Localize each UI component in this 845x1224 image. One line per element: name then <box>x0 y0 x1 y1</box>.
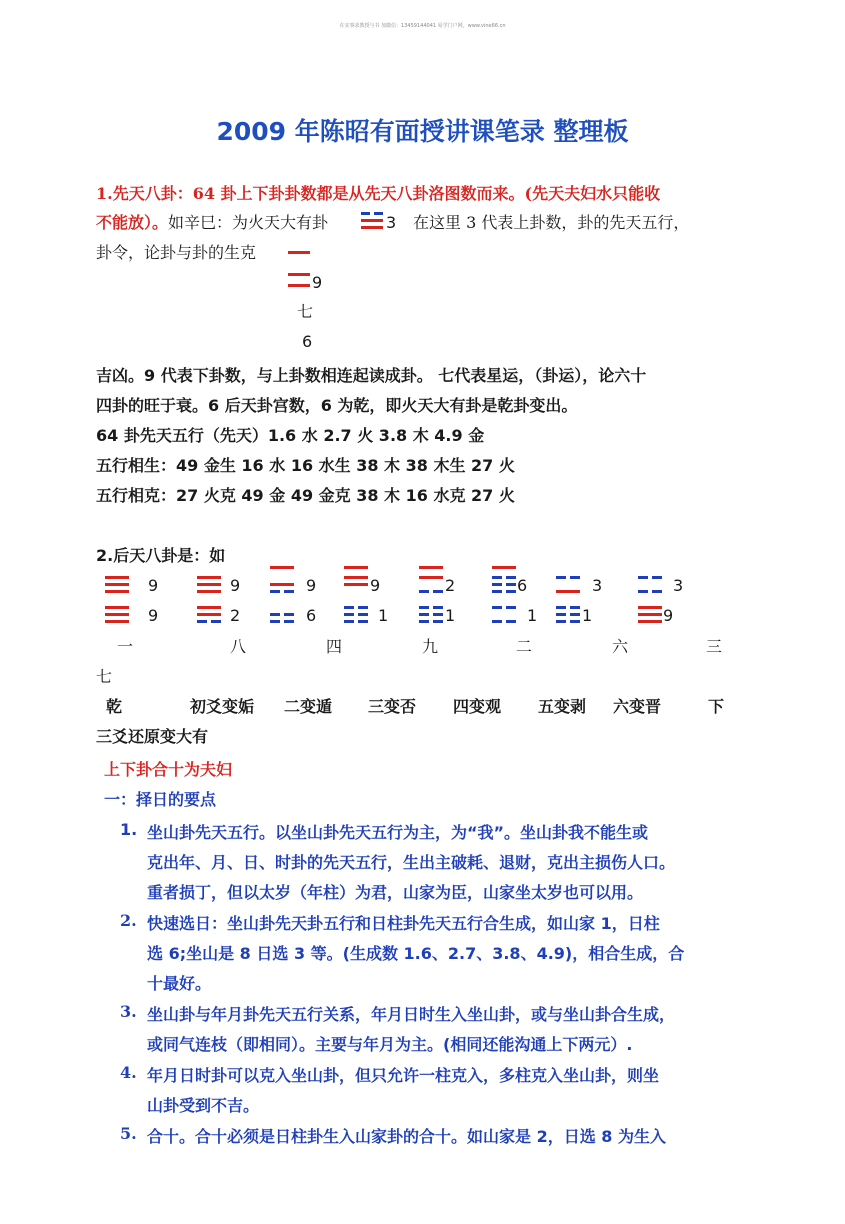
s1-line-6: 64 卦先天五行（先天）1.6 水 2.7 火 3.8 木 4.9 金 <box>96 426 485 445</box>
item3-line2: 或同气连枝（即相同）。主要与年月为主。(相同还能沟通上下两元）. <box>147 1035 633 1054</box>
hex7-l3 <box>556 606 580 609</box>
hex7-l1 <box>556 576 580 579</box>
s1-red-1: 1.先天八卦：64 卦上下卦卦数都是从先天八卦洛图数而来。(先天夫妇水只能收 <box>96 184 661 203</box>
diagram-line-2 <box>288 273 310 276</box>
hex8-l3 <box>638 606 662 609</box>
hex7-upper-num: 3 <box>592 576 603 595</box>
hex4-l1 <box>344 566 368 569</box>
hex6-l3 <box>492 583 516 586</box>
hex1-l5 <box>105 613 129 616</box>
hex5-l6 <box>419 620 443 623</box>
rn-wrap: 七 <box>96 667 113 686</box>
hex2-lower-num: 2 <box>230 606 241 625</box>
name-0: 乾 <box>106 697 123 716</box>
item5-line1: 合十。合十必须是日柱卦生入山家卦的合十。如山家是 2，日选 8 为生入 <box>147 1127 666 1146</box>
hex6-l1 <box>492 566 516 569</box>
rn-2: 四 <box>326 637 343 656</box>
hex4-l2 <box>344 576 368 579</box>
hex5-lower-num: 1 <box>445 606 456 625</box>
s1-line-1 <box>96 184 660 204</box>
item3-line1: 坐山卦与年月卦先天五行关系，年月日时生入坐山卦，或与坐山卦合生成， <box>147 1005 676 1024</box>
name-5: 五变剥 <box>538 697 587 716</box>
hex8-l2 <box>638 590 662 593</box>
hex1-l6 <box>105 620 129 623</box>
hex8-l1 <box>638 576 662 579</box>
rn-5: 六 <box>612 637 629 656</box>
item2-line3: 十最好。 <box>147 974 212 993</box>
names-wrap: 三爻还原变大有 <box>96 727 209 746</box>
hex1-l4 <box>105 606 129 609</box>
item4-line2: 山卦受到不吉。 <box>147 1096 260 1115</box>
item1-line3: 重者损丁，但以太岁（年柱）为君，山家为臣，山家坐太岁也可以用。 <box>147 883 644 902</box>
s1-line-2 <box>96 213 328 233</box>
hex2-l1 <box>197 576 221 579</box>
hex1-l3 <box>105 590 129 593</box>
hex4-l3 <box>344 583 368 586</box>
hex1-upper-num: 9 <box>148 576 159 595</box>
diagram-line-3 <box>288 284 310 287</box>
inline-trigram-line-1 <box>361 212 383 215</box>
hex8-upper-num: 3 <box>673 576 684 595</box>
hex6-lower-num: 1 <box>527 606 538 625</box>
rn-3: 九 <box>422 637 439 656</box>
hex7-l5 <box>556 620 580 623</box>
name-1: 初爻变姤 <box>190 697 255 716</box>
hex5-l1 <box>419 566 443 569</box>
s1-line-3: 卦令，论卦与卦的生克 <box>96 243 257 262</box>
hex4-upper-num: 9 <box>370 576 381 595</box>
hex2-l2 <box>197 583 221 586</box>
diagram-line-1 <box>288 251 310 254</box>
hex2-l6 <box>197 620 221 623</box>
name-6: 六变晋 <box>613 697 662 716</box>
hex8-l5 <box>638 620 662 623</box>
item4-number: 4. <box>120 1063 137 1082</box>
hex3-l5 <box>270 620 294 623</box>
item5-number: 5. <box>120 1124 137 1143</box>
s1-example: 如辛巳：为火天大有卦 <box>168 213 329 232</box>
hex7-l4 <box>556 613 580 616</box>
hex5-l5 <box>419 613 443 616</box>
header-note: 在实事求教授与书 加微信：13459144041 易学门户网，www.vine66.cn <box>339 23 506 29</box>
inline-trigram-line-2 <box>361 219 383 222</box>
s1-line-8: 五行相克：27 火克 49 金 49 金克 38 木 16 水克 27 火 <box>96 486 515 505</box>
hex7-l2 <box>556 590 580 593</box>
hex5-l2 <box>419 576 443 579</box>
hex4-l4 <box>344 606 368 609</box>
hex1-l1 <box>105 576 129 579</box>
page-title: 2009 年陈昭有面授讲课笔录 整理板 <box>216 117 629 146</box>
hex5-upper-num: 2 <box>445 576 456 595</box>
name-3: 三变否 <box>368 697 417 716</box>
name-2: 二变遁 <box>284 697 333 716</box>
hex8-lower-num: 9 <box>663 606 674 625</box>
hex3-upper-num: 9 <box>306 576 317 595</box>
hex6-l2 <box>492 576 516 579</box>
hex3-l2 <box>270 583 294 586</box>
s1-line-7: 五行相生：49 金生 16 水 16 水生 38 木 38 木生 27 火 <box>96 456 515 475</box>
red-note: 上下卦合十为夫妇 <box>104 760 233 779</box>
hex1-lower-num: 9 <box>148 606 159 625</box>
hex3-lower-num: 6 <box>306 606 317 625</box>
hex4-lower-num: 1 <box>378 606 389 625</box>
rn-0: 一 <box>117 637 134 656</box>
item2-number: 2. <box>120 911 137 930</box>
s3-heading: 一：择日的要点 <box>104 790 217 809</box>
hex6-l5 <box>492 606 516 609</box>
s1-line-5: 四卦的旺于衰。6 后天卦宫数，6 为乾，即火天大有卦是乾卦变出。 <box>96 396 578 415</box>
hex2-upper-num: 9 <box>230 576 241 595</box>
hex5-l3 <box>419 590 443 593</box>
s1-line-2b: 在这里 3 代表上卦数，卦的先天五行， <box>413 213 690 232</box>
hex8-l4 <box>638 613 662 616</box>
s1-red-2: 不能放）。 <box>96 213 169 232</box>
s1-line-4: 吉凶。9 代表下卦数，与上卦数相连起读成卦。 七代表星运，（卦运），论六十 <box>96 366 647 385</box>
diagram-num-9: 9 <box>312 273 323 292</box>
rn-4: 二 <box>516 637 533 656</box>
name-4: 四变观 <box>453 697 502 716</box>
diagram-seven: 七 <box>297 302 314 321</box>
name-7: 下 <box>708 697 725 716</box>
hex2-l4 <box>197 606 221 609</box>
hex3-l1 <box>270 566 294 569</box>
hex2-l5 <box>197 613 221 616</box>
item2-line1: 快速选日：坐山卦先天卦五行和日柱卦先天五行合生成，如山家 1，日柱 <box>147 914 660 933</box>
hex2-l3 <box>197 590 221 593</box>
item2-line2: 选 6;坐山是 8 日选 3 等。(生成数 1.6、2.7、3.8、4.9)，相合生成，合 <box>147 944 685 963</box>
hex6-l4 <box>492 590 516 593</box>
rn-1: 八 <box>230 637 247 656</box>
s1-num-3: 3 <box>386 213 397 232</box>
hex3-l4 <box>270 613 294 616</box>
hex3-l3 <box>270 590 294 593</box>
diagram-six: 6 <box>302 332 313 351</box>
inline-trigram-line-3 <box>361 226 383 229</box>
hex5-l4 <box>419 606 443 609</box>
item1-number: 1. <box>120 820 138 839</box>
rn-6: 三 <box>706 637 723 656</box>
item1-line1: 坐山卦先天五行。以坐山卦先天五行为主，为“我”。坐山卦我不能生或 <box>147 823 649 842</box>
hex7-lower-num: 1 <box>582 606 593 625</box>
hex1-l2 <box>105 583 129 586</box>
hex4-l6 <box>344 620 368 623</box>
item4-line1: 年月日时卦可以克入坐山卦，但只允许一柱克入，多柱克入坐山卦，则坐 <box>147 1066 660 1085</box>
hex6-l6 <box>492 620 516 623</box>
item1-line2: 克出年、月、日、时卦的先天五行，生出主破耗、退财，克出主损伤人口。 <box>147 853 676 872</box>
hex6-upper-num: 6 <box>517 576 528 595</box>
hex4-l5 <box>344 613 368 616</box>
s2-heading: 2.后天八卦是：如 <box>96 546 226 565</box>
item3-number: 3. <box>120 1002 137 1021</box>
